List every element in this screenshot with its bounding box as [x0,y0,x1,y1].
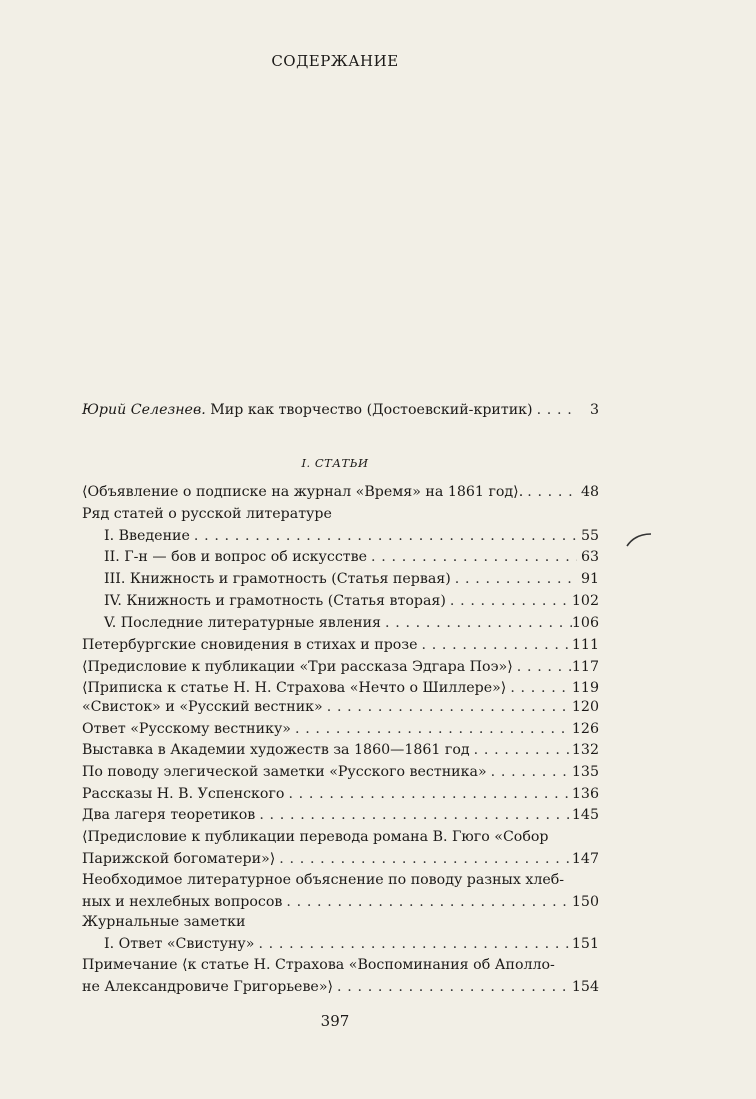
toc-entry [104,549,599,571]
toc-entry-line1 [82,829,599,851]
page-ref: 135 [571,764,599,780]
toc-entry [104,936,599,958]
dot-leader [282,894,572,910]
entry-title: Журнальные заметки [82,914,246,930]
toc-entry [104,528,599,550]
dot-leader [333,979,572,995]
toc-entry [82,914,599,936]
page-ref: 132 [571,742,599,758]
page-ref: 119 [571,680,599,696]
page-ref: 136 [571,786,599,802]
entry-title: ⟨Приписка к статье Н. Н. Страхова «Нечто о Шиллере»⟩ [82,680,507,696]
dot-leader [446,593,572,609]
entry-title: IV. Книжность и грамотность (Статья вторая) [104,593,446,609]
entry-title: Петербургские сновидения в стихах и прозе [82,637,418,653]
entry-title: ⟨Предисловие к публикации «Три рассказа Эдгара Поэ»⟩ [82,659,513,675]
entry-title: Необходимое литературное объяснение по поводу разных хлеб- [82,872,565,888]
dot-leader [417,637,571,653]
toc-entry-line2 [82,979,599,1001]
toc-entry [82,786,599,808]
page-ref: 111 [571,637,599,653]
entry-title-cont: Парижской богоматери»⟩ [82,851,276,867]
dot-leader [291,721,572,737]
dot-leader [470,742,572,758]
page-ref: 48 [580,484,599,500]
dot-leader [487,764,572,780]
page-ref: 102 [571,593,599,609]
dot-leader [275,851,572,867]
toc-entry-line2 [82,894,599,916]
dot-leader [523,484,577,500]
page-ref: 150 [571,894,599,910]
pencil-mark-icon [625,530,655,550]
page-ref: 106 [571,615,599,631]
entry-title: Рассказы Н. В. Успенского [82,786,285,802]
toc-entry-intro [82,402,599,424]
page-ref: 147 [571,851,599,867]
entry-title: ⟨Объявление о подписке на журнал «Время» на 1861 год⟩. [82,484,524,500]
entry-title: Ответ «Русскому вестнику» [82,721,291,737]
dot-leader [323,699,572,715]
toc-entry [82,721,599,743]
intro-title: Мир как творчество (Достоевский-критик) [210,402,533,418]
entry-title-cont: ных и нехлебных вопросов [82,894,283,910]
section-heading: I. СТАТЬИ [301,456,369,470]
dot-leader [381,615,572,631]
toc-entry [82,659,599,681]
toc-entry [82,699,599,721]
page-ref: 154 [571,979,599,995]
toc-entry [104,615,599,637]
page-ref: 55 [580,528,599,544]
toc-entry [82,637,599,659]
dot-leader [255,807,572,823]
page-ref: 63 [580,549,599,565]
toc-entry-line1 [82,957,599,979]
entry-title: Примечание ⟨к статье Н. Страхова «Воспоминания об Аполло- [82,957,555,973]
toc-entry [82,484,599,506]
entry-title-cont: не Александровиче Григорьеве»⟩ [82,979,334,995]
entry-title: I. Введение [104,528,190,544]
dot-leader [190,528,577,544]
entry-title: «Свисток» и «Русский вестник» [82,699,323,715]
entry-title: I. Ответ «Свистуну» [104,936,255,952]
toc-entry [104,571,599,593]
page-ref: 117 [571,659,599,675]
page-ref: 120 [571,699,599,715]
toc-entry [82,764,599,786]
entry-title: II. Г-н — бов и вопрос об искусстве [104,549,368,565]
page-ref: 151 [571,936,599,952]
intro-author: Юрий Селезнев. [82,402,206,418]
entry-title: По поводу элегической заметки «Русского вестника» [82,764,487,780]
page-number: 397 [320,1012,350,1030]
dot-leader [513,659,572,675]
dot-leader [533,402,577,418]
page-ref: 126 [571,721,599,737]
dot-leader [451,571,577,587]
entry-title: Два лагеря теоретиков [82,807,256,823]
dot-leader [254,936,571,952]
entry-title: III. Книжность и грамотность (Статья первая) [104,571,451,587]
toc-entry-line1 [82,872,599,894]
toc-entry [82,742,599,764]
page-heading: СОДЕРЖАНИЕ [271,52,399,70]
dot-leader [284,786,571,802]
toc-entry [82,807,599,829]
page-ref: 91 [580,571,599,587]
dot-leader [506,680,572,696]
entry-title: Выставка в Академии художеств за 1860—1861 год [82,742,470,758]
toc-entry [104,593,599,615]
dot-leader [367,549,577,565]
toc-entry [82,506,599,528]
page-ref: 3 [589,402,599,418]
entry-title: ⟨Предисловие к публикации перевода романа В. Гюго «Собор [82,829,549,845]
entry-title: Ряд статей о русской литературе [82,506,332,522]
entry-title: V. Последние литературные явления [104,615,382,631]
page-ref: 145 [571,807,599,823]
toc-entry-line2 [82,851,599,873]
